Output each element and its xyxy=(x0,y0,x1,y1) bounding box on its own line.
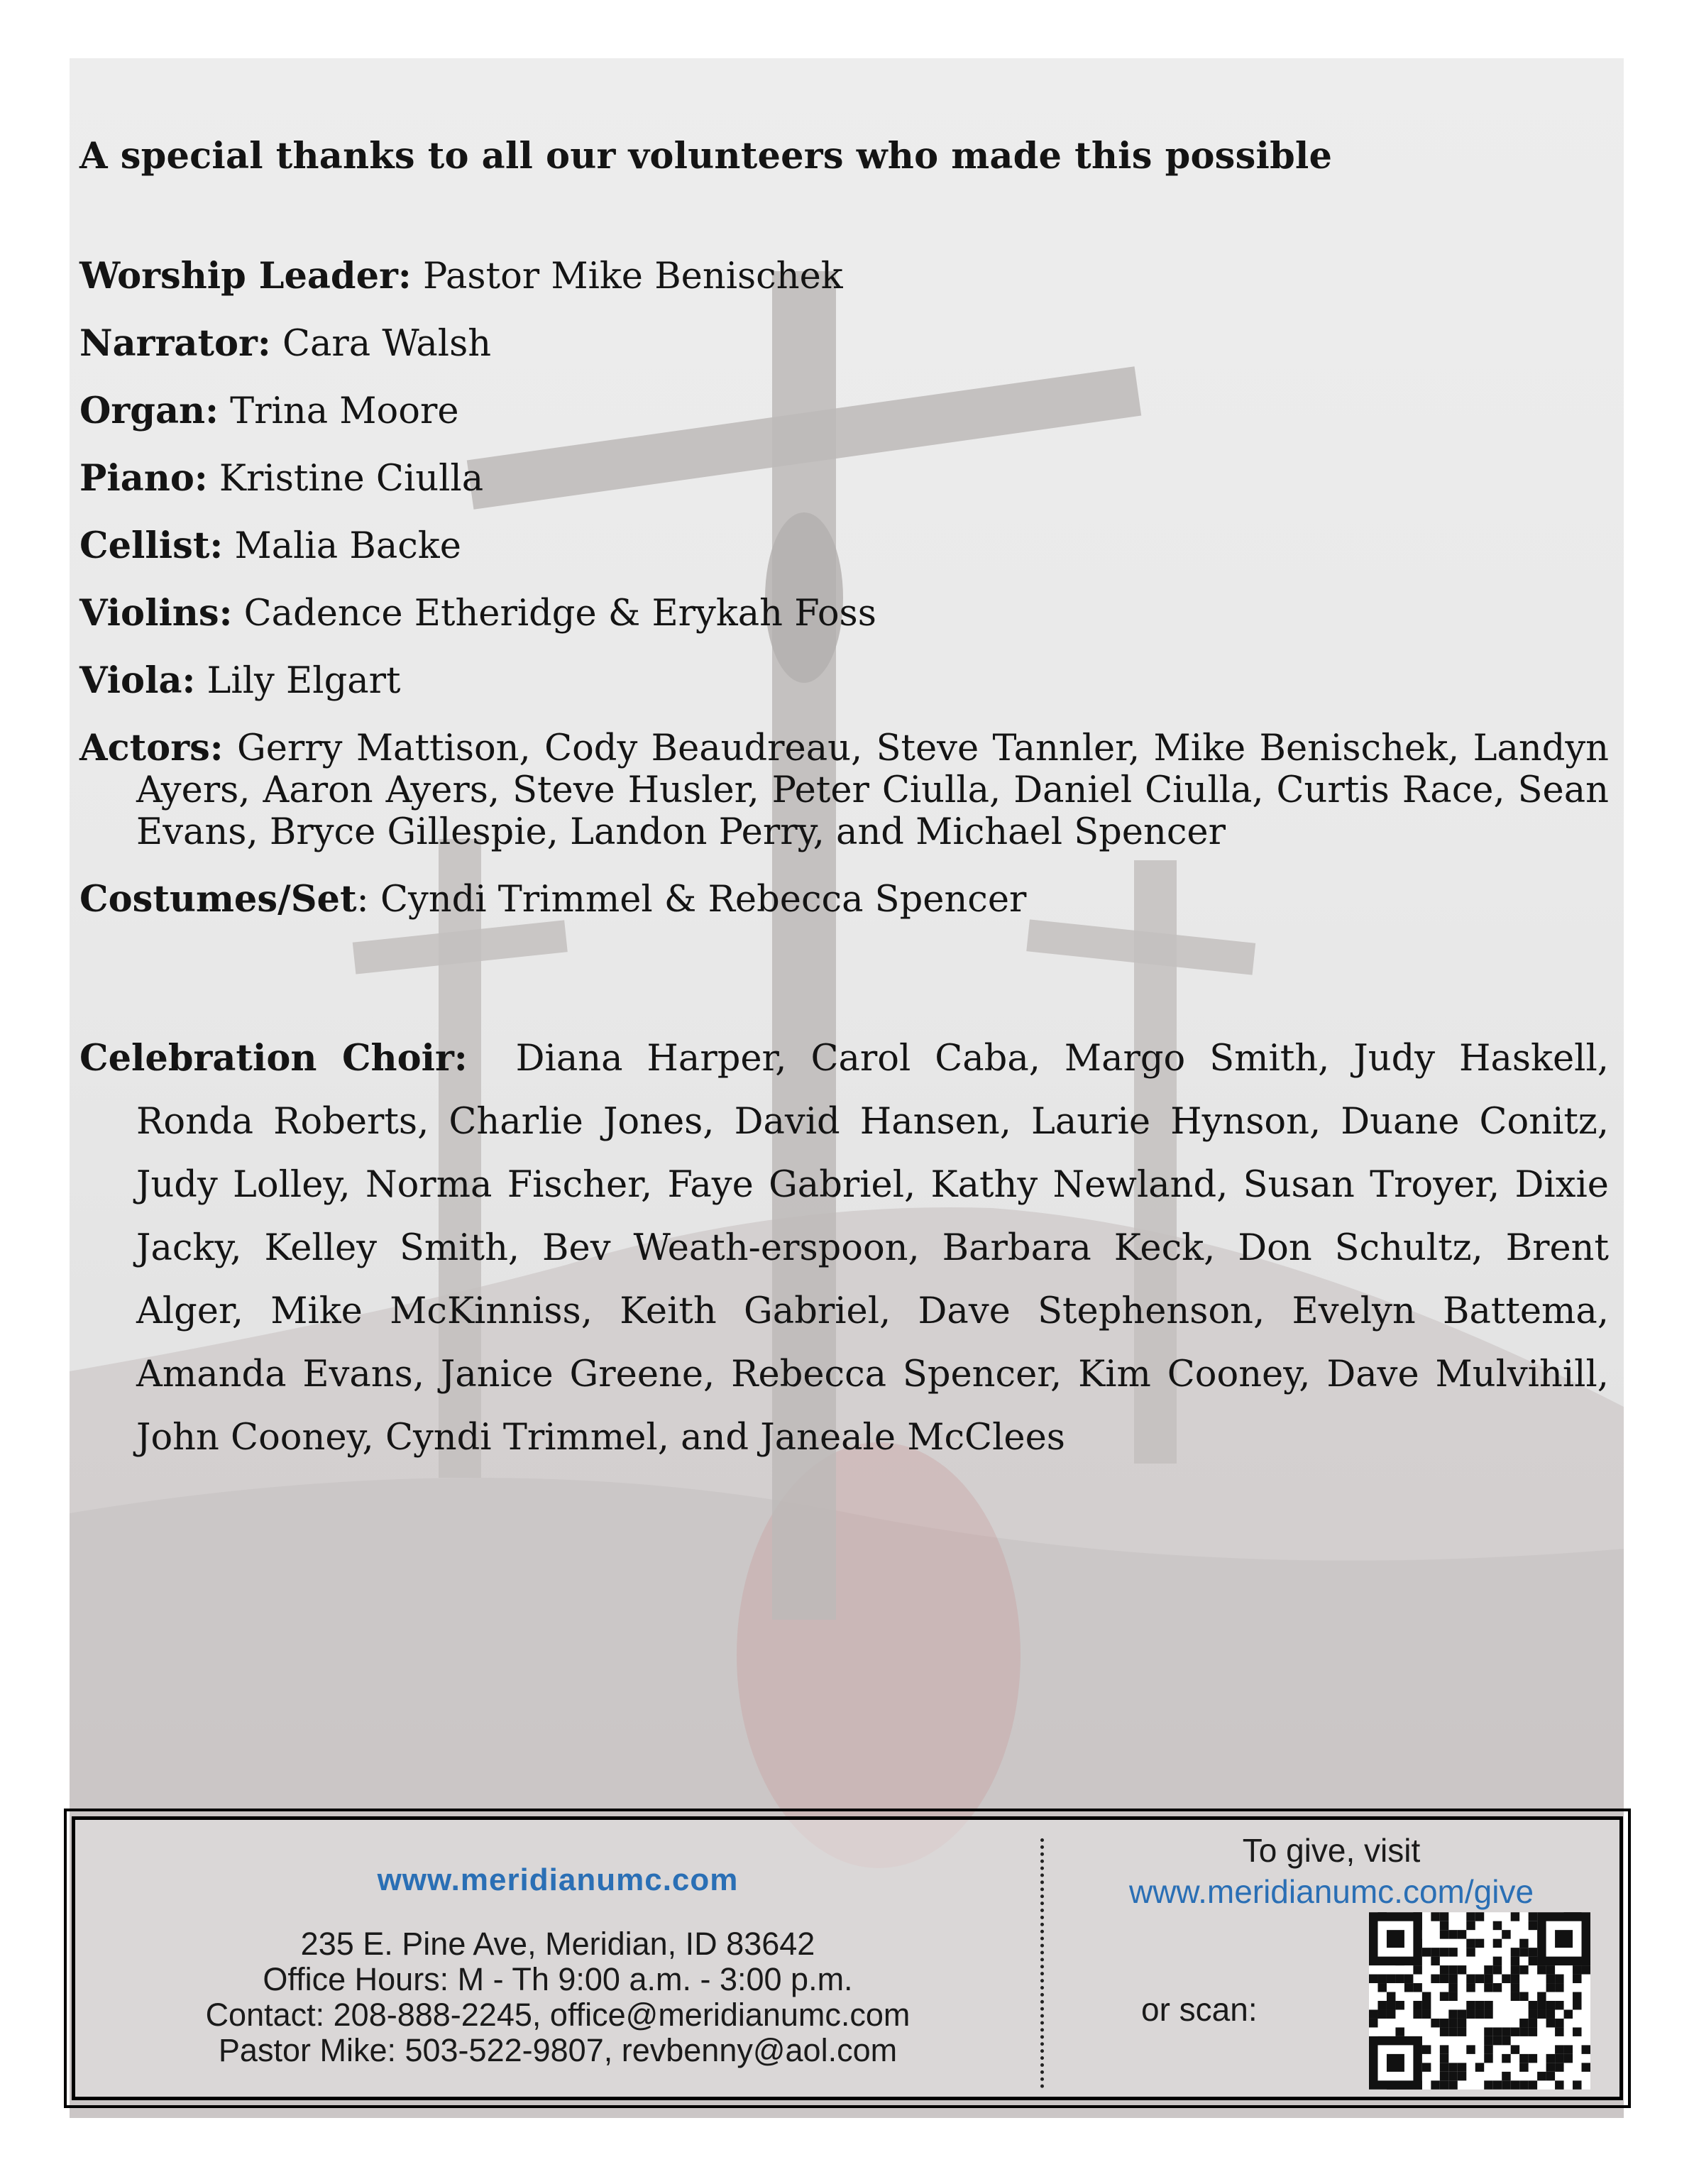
credit-role: Organ: xyxy=(79,390,219,432)
credit-role: Viola: xyxy=(79,659,196,702)
credit-names: Lily Elgart xyxy=(207,660,401,702)
credit-role: Cellist: xyxy=(79,525,224,567)
credit-role: Actors: xyxy=(79,727,224,769)
qr-code-icon[interactable] xyxy=(1369,1912,1590,2090)
credit-names: Pastor Mike Benischek xyxy=(422,256,843,297)
choir-names: Diana Harper, Carol Caba, Margo Smith, Judy Haskell, Ronda Roberts, Charlie Jones, David Hansen, Laurie Hynson, Duane Conitz, Judy Lolley, Norma Fischer, Faye Gabriel, Kathy Newland, Susan Troyer, Dixie Jacky, Kelley Smith, Bev Weath-erspoon, Barbara Keck, Don Schultz, Brent Alger, Mike McKinniss, Keith Gabriel, Dave Stephenson, Evelyn Battema, Amanda Evans, Janice Greene, Rebecca Spencer, Kim Cooney, Dave Mulvihill, John Cooney, Cyndi Trimmel, and Janeale McClees xyxy=(136,1038,1609,1459)
pastor-contact-text: Pastor Mike: 503-522-9807, revbenny@aol.com xyxy=(218,2032,898,2068)
credit-line xyxy=(79,879,1609,921)
volunteer-credits xyxy=(79,135,1609,1495)
credit-line xyxy=(79,458,1609,500)
credit-role: Worship Leader: xyxy=(79,255,412,297)
credit-role: Piano: xyxy=(79,457,208,500)
contact-block xyxy=(75,1820,1040,2068)
credit-names: Gerry Mattison, Cody Beaudreau, Steve Tannler, Mike Benischek, Landyn Ayers, Aaron Ayers, Steve Husler, Peter Ciulla, Daniel Ciulla, Curtis Race, Sean Evans, Bryce Gillespie, Landon Perry, and Michael Spencer xyxy=(136,728,1609,853)
credit-line xyxy=(79,660,1609,702)
credit-line xyxy=(79,323,1609,365)
website-link[interactable]: www.meridianumc.com xyxy=(377,1862,739,1897)
credit-names: : Cyndi Trimmel & Rebecca Spencer xyxy=(356,879,1027,921)
credit-line xyxy=(79,593,1609,635)
dotted-divider xyxy=(1040,1838,1044,2088)
page-heading: A special thanks to all our volunteers who made this possible xyxy=(79,135,1333,177)
credit-role: Narrator: xyxy=(79,322,271,365)
address-lines xyxy=(75,1926,1040,2068)
credit-names: Malia Backe xyxy=(234,525,461,567)
contact-text: Contact: 208-888-2245, office@meridianumc.com xyxy=(205,1997,911,2033)
credit-role: Costumes/Set xyxy=(79,878,357,921)
choir-role: Celebration Choir: xyxy=(79,1037,468,1080)
credit-names: Kristine Ciulla xyxy=(219,458,484,500)
office-hours-text: Office Hours: M - Th 9:00 a.m. - 3:00 p.m. xyxy=(263,1961,853,1997)
credit-line xyxy=(79,728,1609,853)
giving-block xyxy=(1047,1820,1615,2028)
scan-label: or scan: xyxy=(1141,1991,1258,2028)
address-text: 235 E. Pine Ave, Meridian, ID 83642 xyxy=(300,1926,815,1962)
choir-credit xyxy=(79,1027,1609,1469)
credit-line xyxy=(79,525,1609,567)
give-link[interactable]: www.meridianumc.com/give xyxy=(1128,1873,1534,1910)
credit-role: Violins: xyxy=(79,592,233,635)
church-info-footer xyxy=(64,1809,1631,2108)
footer-inner-frame xyxy=(72,1816,1623,2100)
credit-line xyxy=(79,256,1609,297)
credit-line xyxy=(79,390,1609,432)
give-label: To give, visit xyxy=(1242,1832,1421,1869)
credit-names: Cara Walsh xyxy=(282,323,492,365)
credits-list xyxy=(79,256,1609,921)
credit-names: Trina Moore xyxy=(230,390,459,432)
credit-names: Cadence Etheridge & Erykah Foss xyxy=(243,593,876,635)
